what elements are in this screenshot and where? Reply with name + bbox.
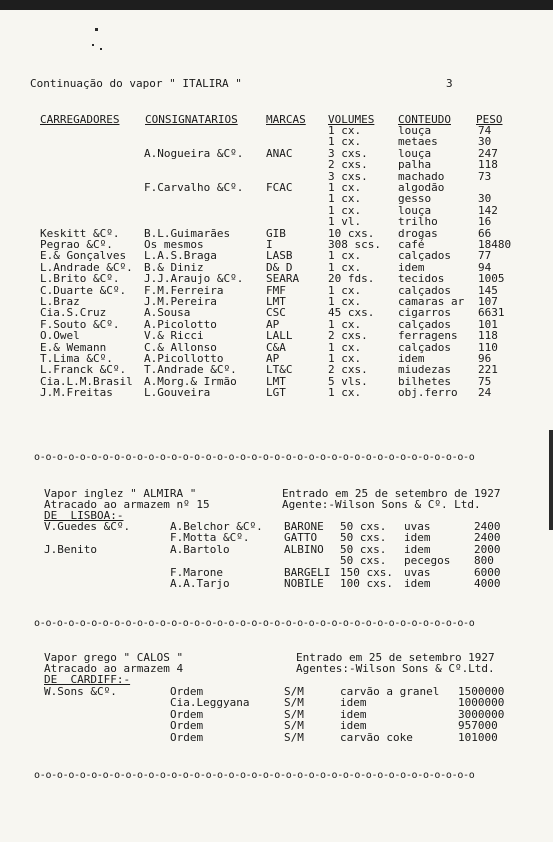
- cargo-row: [0, 387, 553, 398]
- vessel3-row: [0, 686, 553, 697]
- cargo-peso: 66: [478, 226, 492, 240]
- cargo-conteudo: calçados: [398, 283, 451, 297]
- page-number: 3: [446, 77, 453, 90]
- vessel3-marca: S/M: [284, 730, 304, 744]
- vessel3-marca: S/M: [284, 707, 304, 721]
- cargo-conteudo: louça: [398, 203, 432, 217]
- vessel3-conteudo: carvão coke: [340, 730, 413, 744]
- cargo-conteudo: ferragens: [398, 329, 458, 343]
- cargo-conteudo: calçados: [398, 249, 451, 263]
- vessel3-marca: S/M: [284, 696, 304, 710]
- cargo-row: [0, 171, 553, 182]
- cargo-conteudo: obj.ferro: [398, 386, 458, 400]
- cargo-conteudo: tecidos: [398, 272, 445, 286]
- scan-top-border: [0, 0, 553, 10]
- cargo-conteudo: gesso: [398, 192, 432, 206]
- cargo-row: [0, 262, 553, 273]
- vessel2-consignatario: A.A.Tarjo: [170, 577, 230, 590]
- cargo-volume: 1 cx.: [328, 283, 362, 297]
- cargo-peso: 77: [478, 249, 492, 263]
- vessel2-peso: 2400: [474, 531, 501, 545]
- vessel3-consignatario: Ordem: [170, 707, 204, 721]
- cargo-row: [0, 319, 553, 330]
- cargo-carregador: F.Souto &Cº.: [40, 317, 120, 331]
- cargo-peso: 6631: [478, 306, 505, 320]
- cargo-peso: 142: [478, 203, 498, 217]
- vessel2-consignatario: A.Bartolo: [170, 542, 230, 556]
- cargo-row: [0, 193, 553, 204]
- vessel3-name: Vapor grego " CALOS ": [44, 651, 184, 664]
- cargo-row: [0, 159, 553, 170]
- vessel2-marca: ALBINO: [284, 542, 324, 556]
- vessel2-row: [0, 544, 553, 555]
- cargo-peso: 145: [478, 283, 498, 297]
- cargo-carregador: L.Braz: [40, 295, 80, 308]
- cargo-marca: LALL: [266, 329, 293, 343]
- vessel3-row: [0, 709, 553, 720]
- cargo-volume: 1 cx.: [328, 260, 362, 274]
- cargo-row: [0, 285, 553, 296]
- vessel2-name: Vapor inglez " ALMIRA ": [44, 487, 197, 500]
- cargo-marca: ANAC: [266, 146, 293, 160]
- scan-speck: [92, 44, 94, 46]
- cargo-row: [0, 205, 553, 216]
- vessel2-consignatario: F.Marone: [170, 565, 223, 579]
- vessel2-entry: Entrado em 25 de setembro de 1927: [282, 487, 501, 500]
- cargo-conteudo: louça: [398, 124, 432, 137]
- cargo-marca: AP: [266, 352, 280, 365]
- vessel2-row: [0, 555, 553, 566]
- vessel3-peso: 1500000: [458, 685, 505, 698]
- vessel3-consignatario: Ordem: [170, 730, 204, 744]
- cargo-conteudo: miudezas: [398, 363, 451, 377]
- cargo-row: [0, 273, 553, 284]
- cargo-row: [0, 342, 553, 353]
- cargo-conteudo: camaras ar: [398, 295, 465, 308]
- cargo-consignatario: J.J.Araujo &Cº.: [144, 272, 244, 286]
- cargo-volume: 1 cx.: [328, 352, 362, 365]
- cargo-volume: 1 cx.: [328, 317, 362, 331]
- cargo-marca: LASB: [266, 249, 293, 263]
- vessel3-consignatario: Ordem: [170, 685, 204, 698]
- cargo-row: [0, 148, 553, 159]
- cargo-consignatario: A.Sousa: [144, 306, 191, 320]
- scan-right-edge: [549, 430, 553, 530]
- vessel2-volume: 100 cxs.: [340, 577, 393, 590]
- vessel3-row: [0, 732, 553, 743]
- cargo-volume: 1 cx.: [328, 386, 362, 400]
- vessel2-marca: GATTO: [284, 531, 318, 545]
- cargo-consignatario: B.L.Guimarães: [144, 226, 231, 240]
- cargo-marca: SEARA: [266, 272, 300, 286]
- cargo-volume: 10 cxs.: [328, 226, 375, 240]
- cargo-consignatario: L.Gouveira: [144, 386, 211, 400]
- vessel2-row: [0, 521, 553, 532]
- vessel3-row: [0, 720, 553, 731]
- vessel3-peso: 957000: [458, 719, 498, 733]
- cargo-peso: 18480: [478, 238, 512, 251]
- vessel3-origin: DE CARDIFF:-: [44, 673, 131, 686]
- cargo-volume: 1 cx.: [328, 124, 362, 137]
- cargo-row: [0, 239, 553, 250]
- cargo-peso: 73: [478, 169, 492, 183]
- cargo-marca: AP: [266, 317, 280, 331]
- vessel2-row: [0, 578, 553, 589]
- vessel2-consignatario: F.Motta &Cº.: [170, 531, 250, 545]
- cargo-conteudo: drogas: [398, 226, 438, 240]
- vessel2-volume: 50 cxs.: [340, 531, 387, 545]
- vessel2-peso: 2400: [474, 520, 501, 533]
- cargo-carregador: J.M.Freitas: [40, 386, 113, 400]
- cargo-peso: 75: [478, 374, 492, 388]
- vessel3-carregador: W.Sons &Cº.: [44, 685, 117, 698]
- cargo-consignatario: A.Picolotto: [144, 317, 217, 331]
- cargo-consignatario: L.A.S.Braga: [144, 249, 217, 263]
- cargo-volume: 1 cx.: [328, 249, 362, 263]
- vessel3-peso: 1000000: [458, 696, 505, 710]
- cargo-volume: 2 cxs.: [328, 363, 368, 377]
- cargo-volume: 3 cxs.: [328, 169, 368, 183]
- cargo-volume: 1 cx.: [328, 340, 362, 354]
- cargo-volume: 20 fds.: [328, 272, 375, 286]
- vessel2-consignatario: A.Belchor &Cº.: [170, 520, 263, 533]
- header-peso: PESO: [476, 113, 503, 126]
- cargo-conteudo: calçados: [398, 340, 451, 354]
- cargo-row: [0, 125, 553, 136]
- vessel2-origin: DE LISBOA:-: [44, 509, 124, 522]
- cargo-peso: 1005: [478, 272, 505, 286]
- header-consignatarios: CONSIGNATARIOS: [145, 113, 238, 126]
- cargo-carregador: Cia.L.M.Brasil: [40, 374, 133, 388]
- vessel2-peso: 2000: [474, 542, 501, 556]
- cargo-peso: 94: [478, 260, 492, 274]
- vessel2-conteudo: uvas: [404, 565, 431, 579]
- cargo-marca: LMT: [266, 374, 286, 388]
- vessel3-conteudo: idem: [340, 696, 367, 710]
- cargo-peso: 16: [478, 215, 492, 229]
- cargo-volume: 3 cxs.: [328, 146, 368, 160]
- cargo-marca: FMF: [266, 283, 286, 297]
- cargo-peso: 118: [478, 329, 498, 343]
- cargo-marca: D& D: [266, 260, 293, 274]
- cargo-volume: 1 vl.: [328, 215, 362, 229]
- cargo-conteudo: idem: [398, 260, 425, 274]
- cargo-conteudo: cigarros: [398, 306, 451, 320]
- vessel2-conteudo: idem: [404, 577, 431, 590]
- header-marcas: MARCAS: [266, 113, 306, 126]
- vessel2-marca: NOBILE: [284, 577, 324, 590]
- vessel2-volume: 50 cxs.: [340, 554, 387, 568]
- cargo-peso: 221: [478, 363, 498, 377]
- cargo-row: [0, 353, 553, 364]
- vessel3-consignatario: Ordem: [170, 719, 204, 733]
- page-title: Continuação do vapor " ITALIRA ": [30, 77, 242, 90]
- cargo-volume: 2 cxs.: [328, 329, 368, 343]
- cargo-peso: 101: [478, 317, 498, 331]
- vessel2-carregador: V.Guedes &Cº.: [44, 520, 131, 533]
- vessel2-conteudo: idem: [404, 542, 431, 556]
- cargo-carregador: E.& Wemann: [40, 340, 107, 354]
- cargo-consignatario: B.& Diniz: [144, 260, 204, 274]
- vessel3-marca: S/M: [284, 719, 304, 733]
- vessel2-peso: 800: [474, 554, 494, 568]
- cargo-conteudo: café: [398, 238, 425, 251]
- vessel2-conteudo: pecegos: [404, 554, 451, 568]
- cargo-carregador: Cia.S.Cruz: [40, 306, 107, 320]
- cargo-conteudo: calçados: [398, 317, 451, 331]
- cargo-peso: 24: [478, 386, 492, 400]
- cargo-consignatario: A.Picollotto: [144, 352, 224, 365]
- cargo-conteudo: machado: [398, 169, 445, 183]
- cargo-conteudo: metaes: [398, 135, 438, 149]
- cargo-volume: 2 cxs.: [328, 158, 368, 172]
- vessel2-berth: Atracado ao armazem nº 15: [44, 498, 210, 511]
- cargo-consignatario: F.M.Ferreira: [144, 283, 224, 297]
- cargo-conteudo: algodão: [398, 181, 445, 194]
- cargo-conteudo: idem: [398, 352, 425, 365]
- cargo-consignatario: A.Morg.& Irmão: [144, 374, 237, 388]
- cargo-volume: 1 cx.: [328, 203, 362, 217]
- vessel2-volume: 50 cxs.: [340, 542, 387, 556]
- cargo-consignatario: T.Andrade &Cº.: [144, 363, 237, 377]
- vessel2-volume: 50 cxs.: [340, 520, 387, 533]
- vessel2-row: [0, 567, 553, 578]
- cargo-volume: 45 cxs.: [328, 306, 375, 320]
- vessel3-peso: 3000000: [458, 707, 505, 721]
- header-volumes: VOLUMES: [328, 113, 375, 126]
- cargo-row: [0, 136, 553, 147]
- cargo-conteudo: trilho: [398, 215, 438, 229]
- cargo-conteudo: bilhetes: [398, 374, 451, 388]
- cargo-volume: 1 cx.: [328, 135, 362, 149]
- vessel3-peso: 101000: [458, 730, 498, 744]
- cargo-peso: 30: [478, 135, 492, 149]
- cargo-conteudo: louça: [398, 146, 432, 160]
- header-conteudo: CONTEUDO: [398, 113, 451, 126]
- vessel2-peso: 6000: [474, 565, 501, 579]
- scan-speck: [100, 48, 102, 50]
- cargo-marca: I: [266, 238, 273, 251]
- separator-line: o-o-o-o-o-o-o-o-o-o-o-o-o-o-o-o-o-o-o-o-o-o-o-o-o-o-o-o-o-o-o-o-o-o-o-o-o-o-o: [34, 770, 475, 781]
- vessel3-berth: Atracado ao armazem 4: [44, 662, 184, 675]
- cargo-consignatario: A.Nogueira &Cº.: [144, 146, 244, 160]
- vessel2-agent: Agente:-Wilson Sons & Cº. Ltd.: [282, 498, 481, 511]
- cargo-carregador: L.Franck &Cº.: [40, 363, 127, 377]
- cargo-marca: C&A: [266, 340, 286, 354]
- vessel3-conteudo: idem: [340, 719, 367, 733]
- cargo-row: [0, 182, 553, 193]
- cargo-row: [0, 250, 553, 261]
- cargo-row: [0, 307, 553, 318]
- scan-speck: [95, 28, 98, 31]
- cargo-consignatario: Os mesmos: [144, 238, 204, 251]
- cargo-peso: 30: [478, 192, 492, 206]
- cargo-carregador: C.Duarte &Cº.: [40, 283, 127, 297]
- cargo-carregador: Keskitt &Cº.: [40, 226, 120, 240]
- cargo-carregador: Pegrao &Cº.: [40, 238, 113, 251]
- cargo-row: [0, 330, 553, 341]
- vessel2-peso: 4000: [474, 577, 501, 590]
- vessel2-row: [0, 532, 553, 543]
- vessel3-entry: Entrado em 25 de setembro 1927: [296, 651, 495, 664]
- cargo-carregador: T.Lima &Cº.: [40, 352, 113, 365]
- cargo-consignatario: C.& Allonso: [144, 340, 217, 354]
- cargo-marca: LMT: [266, 295, 286, 308]
- cargo-marca: LGT: [266, 386, 286, 400]
- cargo-volume: 5 vls.: [328, 374, 368, 388]
- cargo-marca: GIB: [266, 226, 286, 240]
- cargo-marca: LT&C: [266, 363, 293, 377]
- cargo-carregador: L.Brito &Cº.: [40, 272, 120, 286]
- cargo-peso: 247: [478, 146, 498, 160]
- cargo-consignatario: V.& Ricci: [144, 329, 204, 343]
- separator-line: o-o-o-o-o-o-o-o-o-o-o-o-o-o-o-o-o-o-o-o-o-o-o-o-o-o-o-o-o-o-o-o-o-o-o-o-o-o-o: [34, 618, 475, 629]
- cargo-peso: 96: [478, 352, 492, 365]
- cargo-volume: 1 cx.: [328, 295, 362, 308]
- header-carregadores: CARREGADORES: [40, 113, 120, 126]
- vessel2-conteudo: idem: [404, 531, 431, 545]
- cargo-marca: FCAC: [266, 181, 293, 194]
- cargo-marca: CSC: [266, 306, 286, 320]
- separator-line: o-o-o-o-o-o-o-o-o-o-o-o-o-o-o-o-o-o-o-o-o-o-o-o-o-o-o-o-o-o-o-o-o-o-o-o-o-o-o: [34, 452, 475, 463]
- vessel2-marca: BARGELI: [284, 565, 331, 579]
- vessel2-volume: 150 cxs.: [340, 565, 393, 579]
- cargo-consignatario: J.M.Pereira: [144, 295, 217, 308]
- cargo-carregador: E.& Gonçalves: [40, 249, 127, 263]
- cargo-peso: 74: [478, 124, 492, 137]
- cargo-conteudo: palha: [398, 158, 432, 172]
- cargo-row: [0, 216, 553, 227]
- cargo-row: [0, 228, 553, 239]
- vessel3-consignatario: Cia.Leggyana: [170, 696, 250, 710]
- cargo-carregador: O.Owel: [40, 329, 80, 343]
- vessel3-conteudo: carvão a granel: [340, 685, 440, 698]
- vessel2-conteudo: uvas: [404, 520, 431, 533]
- cargo-volume: 308 scs.: [328, 238, 381, 251]
- cargo-row: [0, 376, 553, 387]
- cargo-volume: 1 cx.: [328, 192, 362, 206]
- cargo-row: [0, 364, 553, 375]
- vessel3-agent: Agentes:-Wilson Sons & Cº.Ltd.: [296, 662, 495, 675]
- cargo-consignatario: F.Carvalho &Cº.: [144, 181, 244, 194]
- vessel2-carregador: J.Benito: [44, 542, 97, 556]
- vessel2-marca: BARONE: [284, 520, 324, 533]
- cargo-peso: 107: [478, 295, 498, 308]
- cargo-peso: 110: [478, 340, 498, 354]
- vessel3-row: [0, 697, 553, 708]
- cargo-row: [0, 296, 553, 307]
- cargo-carregador: L.Andrade &Cº.: [40, 260, 133, 274]
- cargo-peso: 118: [478, 158, 498, 172]
- vessel3-conteudo: idem: [340, 707, 367, 721]
- vessel3-marca: S/M: [284, 685, 304, 698]
- cargo-volume: 1 cx.: [328, 181, 362, 194]
